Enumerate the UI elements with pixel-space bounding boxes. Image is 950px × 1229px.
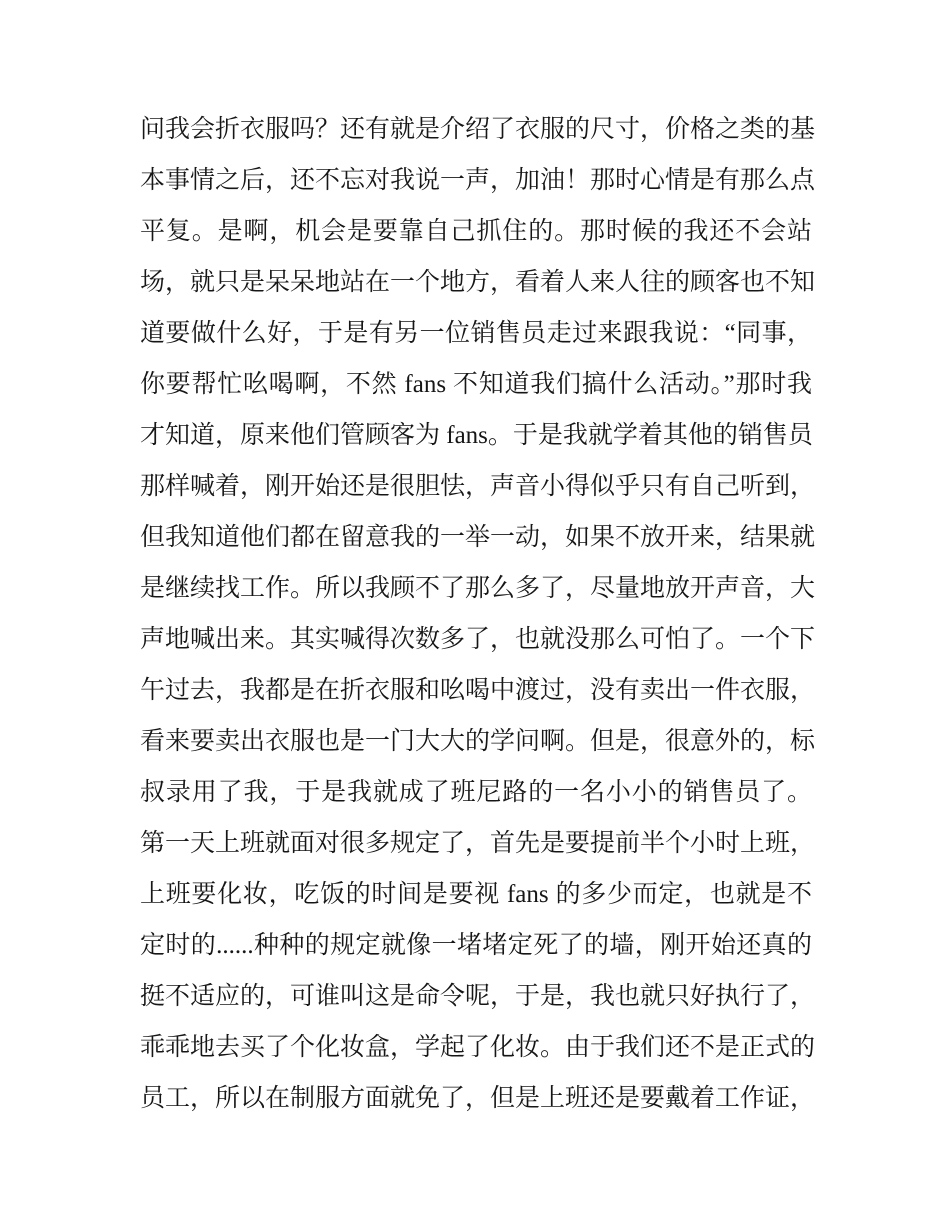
text-line: 第一天上班就面对很多规定了，首先是要提前半个小时上班， (140, 830, 816, 857)
text-line: 场，就只是呆呆地站在一个地方，看着人来人往的顾客也不知 (140, 269, 816, 296)
text-line: 乖乖地去买了个化妆盒，学起了化妆。由于我们还不是正式的 (140, 1034, 816, 1061)
text-line: 才知道，原来他们管顾客为 fans。于是我就学着其他的销售员 (140, 422, 813, 449)
body-text (140, 104, 816, 1124)
text-line: 问我会折衣服吗？还有就是介绍了衣服的尺寸，价格之类的基 (140, 116, 816, 143)
text-line: 看来要卖出衣服也是一门大大的学问啊。但是，很意外的，标 (140, 728, 816, 755)
text-line: 是继续找工作。所以我顾不了那么多了，尽量地放开声音，大 (140, 575, 816, 602)
text-line: 员工，所以在制服方面就免了，但是上班还是要戴着工作证， (140, 1085, 816, 1112)
text-line: 叔录用了我，于是我就成了班尼路的一名小小的销售员了。 (140, 779, 812, 806)
text-line: 那样喊着，刚开始还是很胆怯，声音小得似乎只有自己听到， (140, 473, 816, 500)
text-line: 道要做什么好，于是有另一位销售员走过来跟我说：“同事， (140, 320, 812, 347)
text-line: 定时的......种种的规定就像一堵堵定死了的墙，刚开始还真的 (140, 932, 812, 959)
text-line: 声地喊出来。其实喊得次数多了，也就没那么可怕了。一个下 (140, 626, 816, 653)
text-line: 上班要化妆，吃饭的时间是要视 fans 的多少而定，也就是不 (140, 881, 812, 908)
text-line: 午过去，我都是在折衣服和吆喝中渡过，没有卖出一件衣服， (140, 677, 816, 704)
text-line: 本事情之后，还不忘对我说一声，加油！那时心情是有那么点 (140, 167, 816, 194)
text-line: 但我知道他们都在留意我的一举一动，如果不放开来，结果就 (140, 524, 816, 551)
text-line: 挺不适应的，可谁叫这是命令呢，于是，我也就只好执行了， (140, 983, 816, 1010)
text-line: 平复。是啊，机会是要靠自己抓住的。那时候的我还不会站 (140, 218, 812, 245)
text-line: 你要帮忙吆喝啊，不然 fans 不知道我们搞什么活动。”那时我 (140, 371, 812, 398)
